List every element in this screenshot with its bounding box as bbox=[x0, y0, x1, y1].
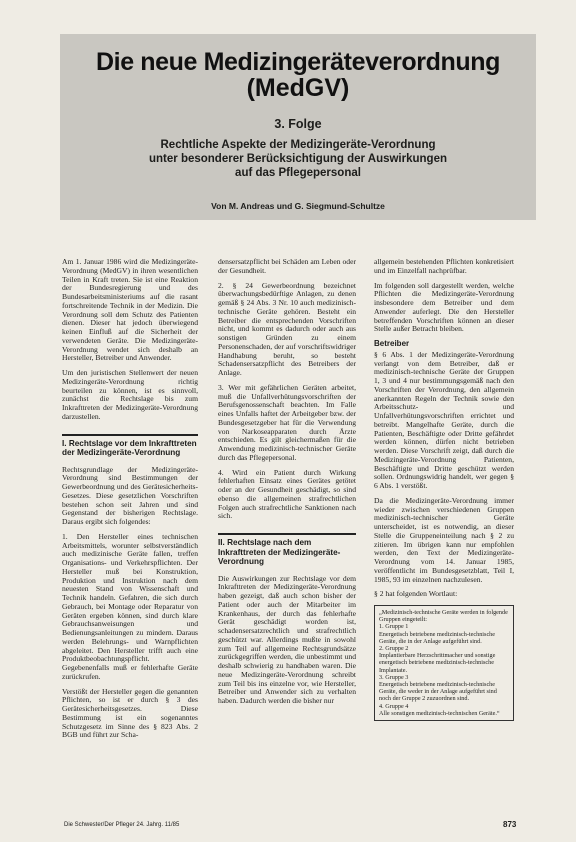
box-line: 3. Gruppe 3 bbox=[379, 673, 409, 681]
page-number: 873 bbox=[503, 820, 517, 829]
subtitle-line-2: unter besonderer Berücksichtigung der Auswirkungen bbox=[149, 153, 447, 165]
betreiber-heading: Betreiber bbox=[374, 339, 410, 348]
body-paragraph: allgemein bestehenden Pflichten konkretisiert und im Einzelfall nachprüfbar. bbox=[374, 257, 514, 275]
body-paragraph: 2. § 24 Gewerbeordnung bezeichnet überwachungsbedürftige Anlagen, zu denen gemäß § 24 Abs. 3 Nr. 10 auch medizinisch-technische Geräte gehören. Besteht ein Betreiber die entsprechenden Vorschriften nicht, und kommt es dadurch oder auch aus sonstigen Gründen zu einem Personenschaden, der auf vorschriftswidriger Handhabung beruht, so besteht Schadensersatzpflicht des Betreibers der Anlage. bbox=[218, 280, 356, 377]
box-line: „Medizinisch-technische Geräte werden in folgende Gruppen eingeteilt: bbox=[379, 609, 508, 624]
subtitle-line-3: auf das Pflegepersonal bbox=[235, 167, 361, 179]
body-paragraph: 4. Wird ein Patient durch Wirkung fehlerhaften Einsatz eines Gerätes getötet oder an der Gesundheit geschädigt, so sind ebenso die allgemeinen strafrechtlichen Folgen auch strafrechtliche Sanktionen nach sich. bbox=[218, 467, 356, 521]
intro-paragraph: Am 1. Januar 1986 wird die Medizingeräte-Verordnung (MedGV) in ihren wesentlichen Teilen in Kraft treten. Sie ist eine Reaktion der Bundesregierung und des Bundesarbeitsministeriums auf die rasant fortschreitende Technik in der Medizin. Die Verordnung soll dem Schutz des Patienten dienen. Dieser hat jedoch überwiegend keinen Einfluß auf die Sicherheit der verwendeten Geräte. Die Medizingeräte-Verordnung wendet sich deshalb an Hersteller, Betreiber und Anwender. bbox=[62, 257, 198, 363]
box-line: Implantierbare Herzschrittmacher und sonstige energetisch betriebene medizinisch-technische Implantate. bbox=[379, 652, 496, 674]
series-part: 3. Folge bbox=[274, 117, 322, 131]
box-line: Energetisch betriebene medizinisch-technische Geräte, die in der Anlage aufgeführt sind. bbox=[379, 630, 496, 645]
section-1-paragraph: 1. Den Hersteller eines technischen Arbeitsmittels, worunter selbstverständlich auch medizinische Geräte fallen, treffen Organisations- und Verkehrspflichten. Der Hersteller muß bei Konstruktion, Produktion und Instruktion nach dem neuesten Stand von Wissenschaft und Technik handeln. Gefahren, die sich durch Gebrauch, bei Montage oder Reparatur von Geräten ergeben können, sind durch klare Gebrauchsanweisungen und Bedienungsanleitungen zu mindern. Daraus werden Belehrungs- und Warnpflichten abgeleitet. Den Hersteller trifft auch eine Produktbeobachtungspflicht. Gegebenenfalls muß er fehlerhafte Geräte zurückrufen. bbox=[62, 531, 198, 681]
box-line: 1. Gruppe 1 bbox=[379, 623, 409, 631]
body-paragraph: Im folgenden soll dargestellt werden, welche Pflichten die Medizingeräte-Verordnung insbesondere dem Betreiber und dem Anwender auferlegt. Die den Hersteller betreffenden Vorschriften können an dieser Stelle außer Betracht bleiben. bbox=[374, 280, 514, 334]
body-paragraph: § 6 Abs. 1 der Medizingeräte-Verordnung verlangt von dem Betreiber, daß er medizinisch-technische Geräte der Gruppen 1, 3 und 4 nur bestimmungsgemäß nach den Vorschriften der Verordnung, den allgemein anerkannten Regeln der Technik sowie den Arbeitsschutz- und Unfallverhütungsvorschriften errichtet und betreibt. Mangelhafte Geräte, durch die Patienten, Beschäftigte oder Dritte gefährdet werden können, dürfen nicht betrieben werden. Diese Vorschrift zeigt, daß durch die Medizingeräte-Verordnung Patienten, Beschäftigte und Dritte geschützt werden sollen. Ordnungswidrig handelt, wer gegen § 6 Abs. 1 verstößt. bbox=[374, 349, 514, 490]
subtitle-line-1: Rechtliche Aspekte der Medizingeräte-Verordnung bbox=[160, 139, 436, 151]
text-column-2 bbox=[218, 258, 356, 813]
body-paragraph: 3. Wer mit gefährlichen Geräten arbeitet, muß die Unfallverhütungsvorschriften der Berufsgenossenschaft beachten. Im Falle eines Unfalls haftet der Arbeitgeber bzw. der Bundesgesetzgeber hat für die Verwendung von Narkoseapparaten durch Ärzte entschieden. Es gilt gleichermaßen für die Anwendung medizinisch-technischer Geräte durch das Pflegepersonal. bbox=[218, 382, 356, 462]
section-2-paragraph: Die Auswirkungen zur Rechtslage vor dem Inkrafttreten der Medizingeräte-Verordnung haben gezeigt, daß auch schon bisher der Patient oder auch der Mitarbeiter im Krankenhaus, der durch das fehlerhafte Gerät geschädigt worden ist, schadensersatzrechtlich und strafrechtlich geschützt war. Allerdings mußte in sowohl zum Teil auf allgemeine Rechtsgrundsätze zurückgegriffen werden, die unbestimmt und deshalb schwierig zu handhaben waren. Die neue Medizingeräte-Verordnung schreibt zum Teil bis ins einzelne vor, wie Hersteller, Betreiber und Anwender sich zu verhalten haben. Dadurch werden die bisher nur bbox=[218, 573, 356, 705]
body-paragraph: densersatzpflicht bei Schäden am Leben oder der Gesundheit. bbox=[218, 257, 356, 275]
box-line: 2. Gruppe 2 bbox=[379, 645, 409, 653]
box-line: 4. Gruppe 4 bbox=[379, 702, 409, 710]
article-title-line-1: Die neue Medizingeräteverordnung bbox=[96, 48, 500, 76]
text-column-3 bbox=[374, 258, 514, 813]
journal-reference: Die Schwester/Der Pfleger 24. Jahrg. 11/85 bbox=[64, 822, 180, 828]
intro-paragraph-2: Um den juristischen Stellenwert der neuen Medizingeräte-Verordnung richtig beurteilen zu können, ist es sinnvoll, zunächst die Rechtslage bis zum Inkrafttreten der Medizingeräte-Verordnung darzustellen. bbox=[62, 368, 198, 421]
body-paragraph: § 2 hat folgenden Wortlaut: bbox=[374, 589, 458, 599]
body-paragraph: Da die Medizingeräte-Verordnung immer wieder zwischen verschiedenen Gruppen medizinisch-technischer Geräte unterscheidet, ist es notwendig, an dieser Stelle die Gruppeneinteilung nach § 2 zu zitieren. Im übrigen kann nur empfohlen werden, den Text der Medizingeräte-Verordnung vom 14. Januar 1985, veröffentlicht im Bundesgesetzblatt, Teil I, 1985, 93 im einzelnen nachzulesen. bbox=[374, 495, 514, 584]
box-line: Alle sonstigen medizinisch-technischen Geräte.“ bbox=[379, 709, 500, 717]
quoted-paragraph-box bbox=[374, 605, 514, 721]
section-2-heading: II. Rechtslage nach dem Inkrafttreten der Medizingeräte-Verordnung bbox=[218, 533, 356, 567]
authors-line: Von M. Andreas und G. Siegmund-Schultze bbox=[211, 201, 385, 211]
box-line: Energetisch betriebene medizinisch-technische Geräte, die weder in der Anlage aufgeführt sind noch der Gruppe 2 zuzuordnen sind. bbox=[379, 681, 497, 703]
text-column-1 bbox=[62, 258, 198, 813]
section-1-paragraph: Verstößt der Hersteller gegen die genannten Pflichten, so ist er durch § 3 des Gerätesicherheitsgesetzes. Diese Bestimmung ist ein sogenanntes Schutzgesetz im Sinne des § 823 Abs. 2 BGB und führt zur Scha- bbox=[62, 686, 198, 740]
article-title-line-2: (MedGV) bbox=[246, 74, 350, 102]
section-1-heading: I. Rechtslage vor dem Inkrafttreten der Medizingeräte-Verordnung bbox=[62, 434, 198, 458]
section-1-paragraph: Rechtsgrundlage der Medizingeräte-Verordnung sind Bestimmungen der Gewerbeordnung und des Gerätesicherheits-Gesetzes. Diese gesetzlichen Vorschriften bestehen schon seit Jahren und sind Gegenstand der bisherigen Rechtslage. Daraus ergibt sich folgendes: bbox=[62, 464, 198, 526]
